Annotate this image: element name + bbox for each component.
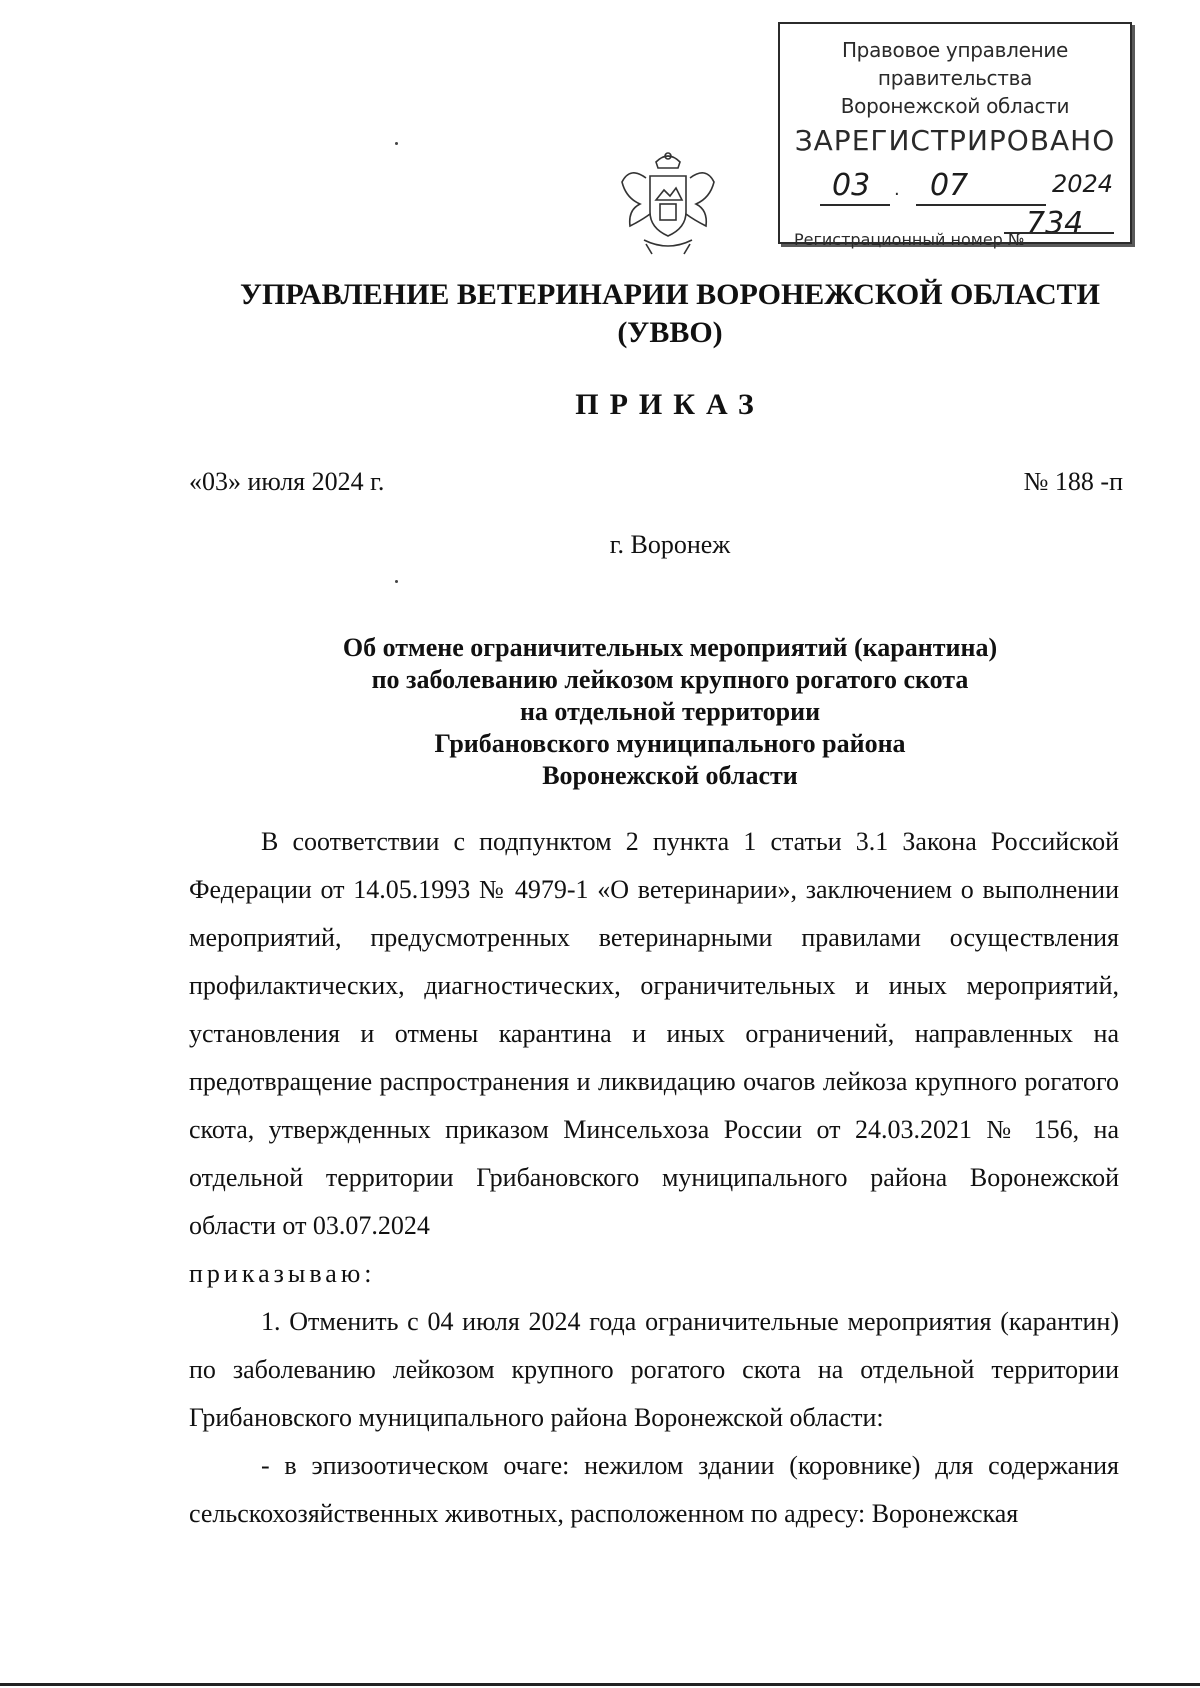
stamp-day-underline (820, 204, 890, 206)
stamp-regno-value: 734 (1026, 206, 1084, 241)
order-subject (0, 632, 1200, 792)
subject-line: по заболеванию лейкозом крупного рогатого скота (371, 665, 969, 694)
document-type: ПРИКАЗ (575, 388, 765, 421)
stamp-org-line1: Правовое управление правительства (841, 38, 1069, 90)
registration-stamp (778, 22, 1132, 249)
order-body (189, 818, 1119, 1538)
item-1-subparagraph: - в эпизоотическом очаге: нежилом здании (коровнике) для содержания сельскохозяйственных животных, расположенном по адресу: Воронежская (189, 1451, 1119, 1528)
stamp-day: 03 (832, 168, 871, 203)
organization-title (0, 276, 1200, 352)
preamble-paragraph: В соответствии с подпунктом 2 пункта 1 статьи 3.1 Закона Российской Федерации от 14.05.1993 № 4979-1 «О ветеринарии», заключением о выполнении мероприятий, предусмотренных ветеринарными правилами осуществления профилактических, диагностических, ограничительных и иных мероприятий, установления и отмены карантина и иных ограничений, направленных на предотвращение распространения и ликвидацию очагов лейкоза крупного рогатого скота, утвержденных приказом Минсельхоза России от 24.03.2021 № 156, на отдельной территории Грибановского муниципального района Воронежской области от 03.07.2024 (189, 827, 1119, 1240)
stamp-regno (794, 206, 1084, 249)
stamp-date: 03 · 07 2024 (820, 174, 1120, 206)
order-date: «03» июля 2024 г. (189, 467, 385, 496)
stamp-regno-underline (1004, 232, 1114, 234)
stamp-organization (780, 36, 1130, 120)
stamp-month: 07 (930, 168, 969, 203)
subject-line: Об отмене ограничительных мероприятий (карантина) (342, 633, 998, 662)
coat-of-arms-icon (616, 148, 720, 256)
page-bottom-edge (0, 1683, 1200, 1686)
stamp-regno-label: Регистрационный номер № (794, 230, 1025, 249)
order-word: приказываю: (189, 1259, 376, 1288)
stamp-status: ЗАРЕГИСТРИРОВАНО (794, 124, 1116, 157)
scan-speck (395, 142, 398, 145)
subject-line: Воронежской области (542, 761, 798, 790)
stamp-org-line2: Воронежской области (840, 94, 1070, 118)
organization-abbr: (УВВО) (617, 316, 723, 349)
item-1-paragraph: 1. Отменить с 04 июля 2024 года ограничительные мероприятия (карантин) по заболеванию лейкозом крупного рогатого скота на отдельной территории Грибановского муниципального района Воронежской области: (189, 1307, 1119, 1432)
subject-line: Грибановского муниципального района (434, 729, 906, 758)
order-number: № 188 -п (1023, 467, 1123, 496)
organization-name: УПРАВЛЕНИЕ ВЕТЕРИНАРИИ ВОРОНЕЖСКОЙ ОБЛАСТИ (240, 278, 1100, 311)
subject-line: на отдельной территории (519, 697, 821, 726)
order-city: г. Воронеж (609, 530, 731, 559)
stamp-year: 2024 (1052, 170, 1114, 198)
scan-speck (395, 580, 398, 583)
